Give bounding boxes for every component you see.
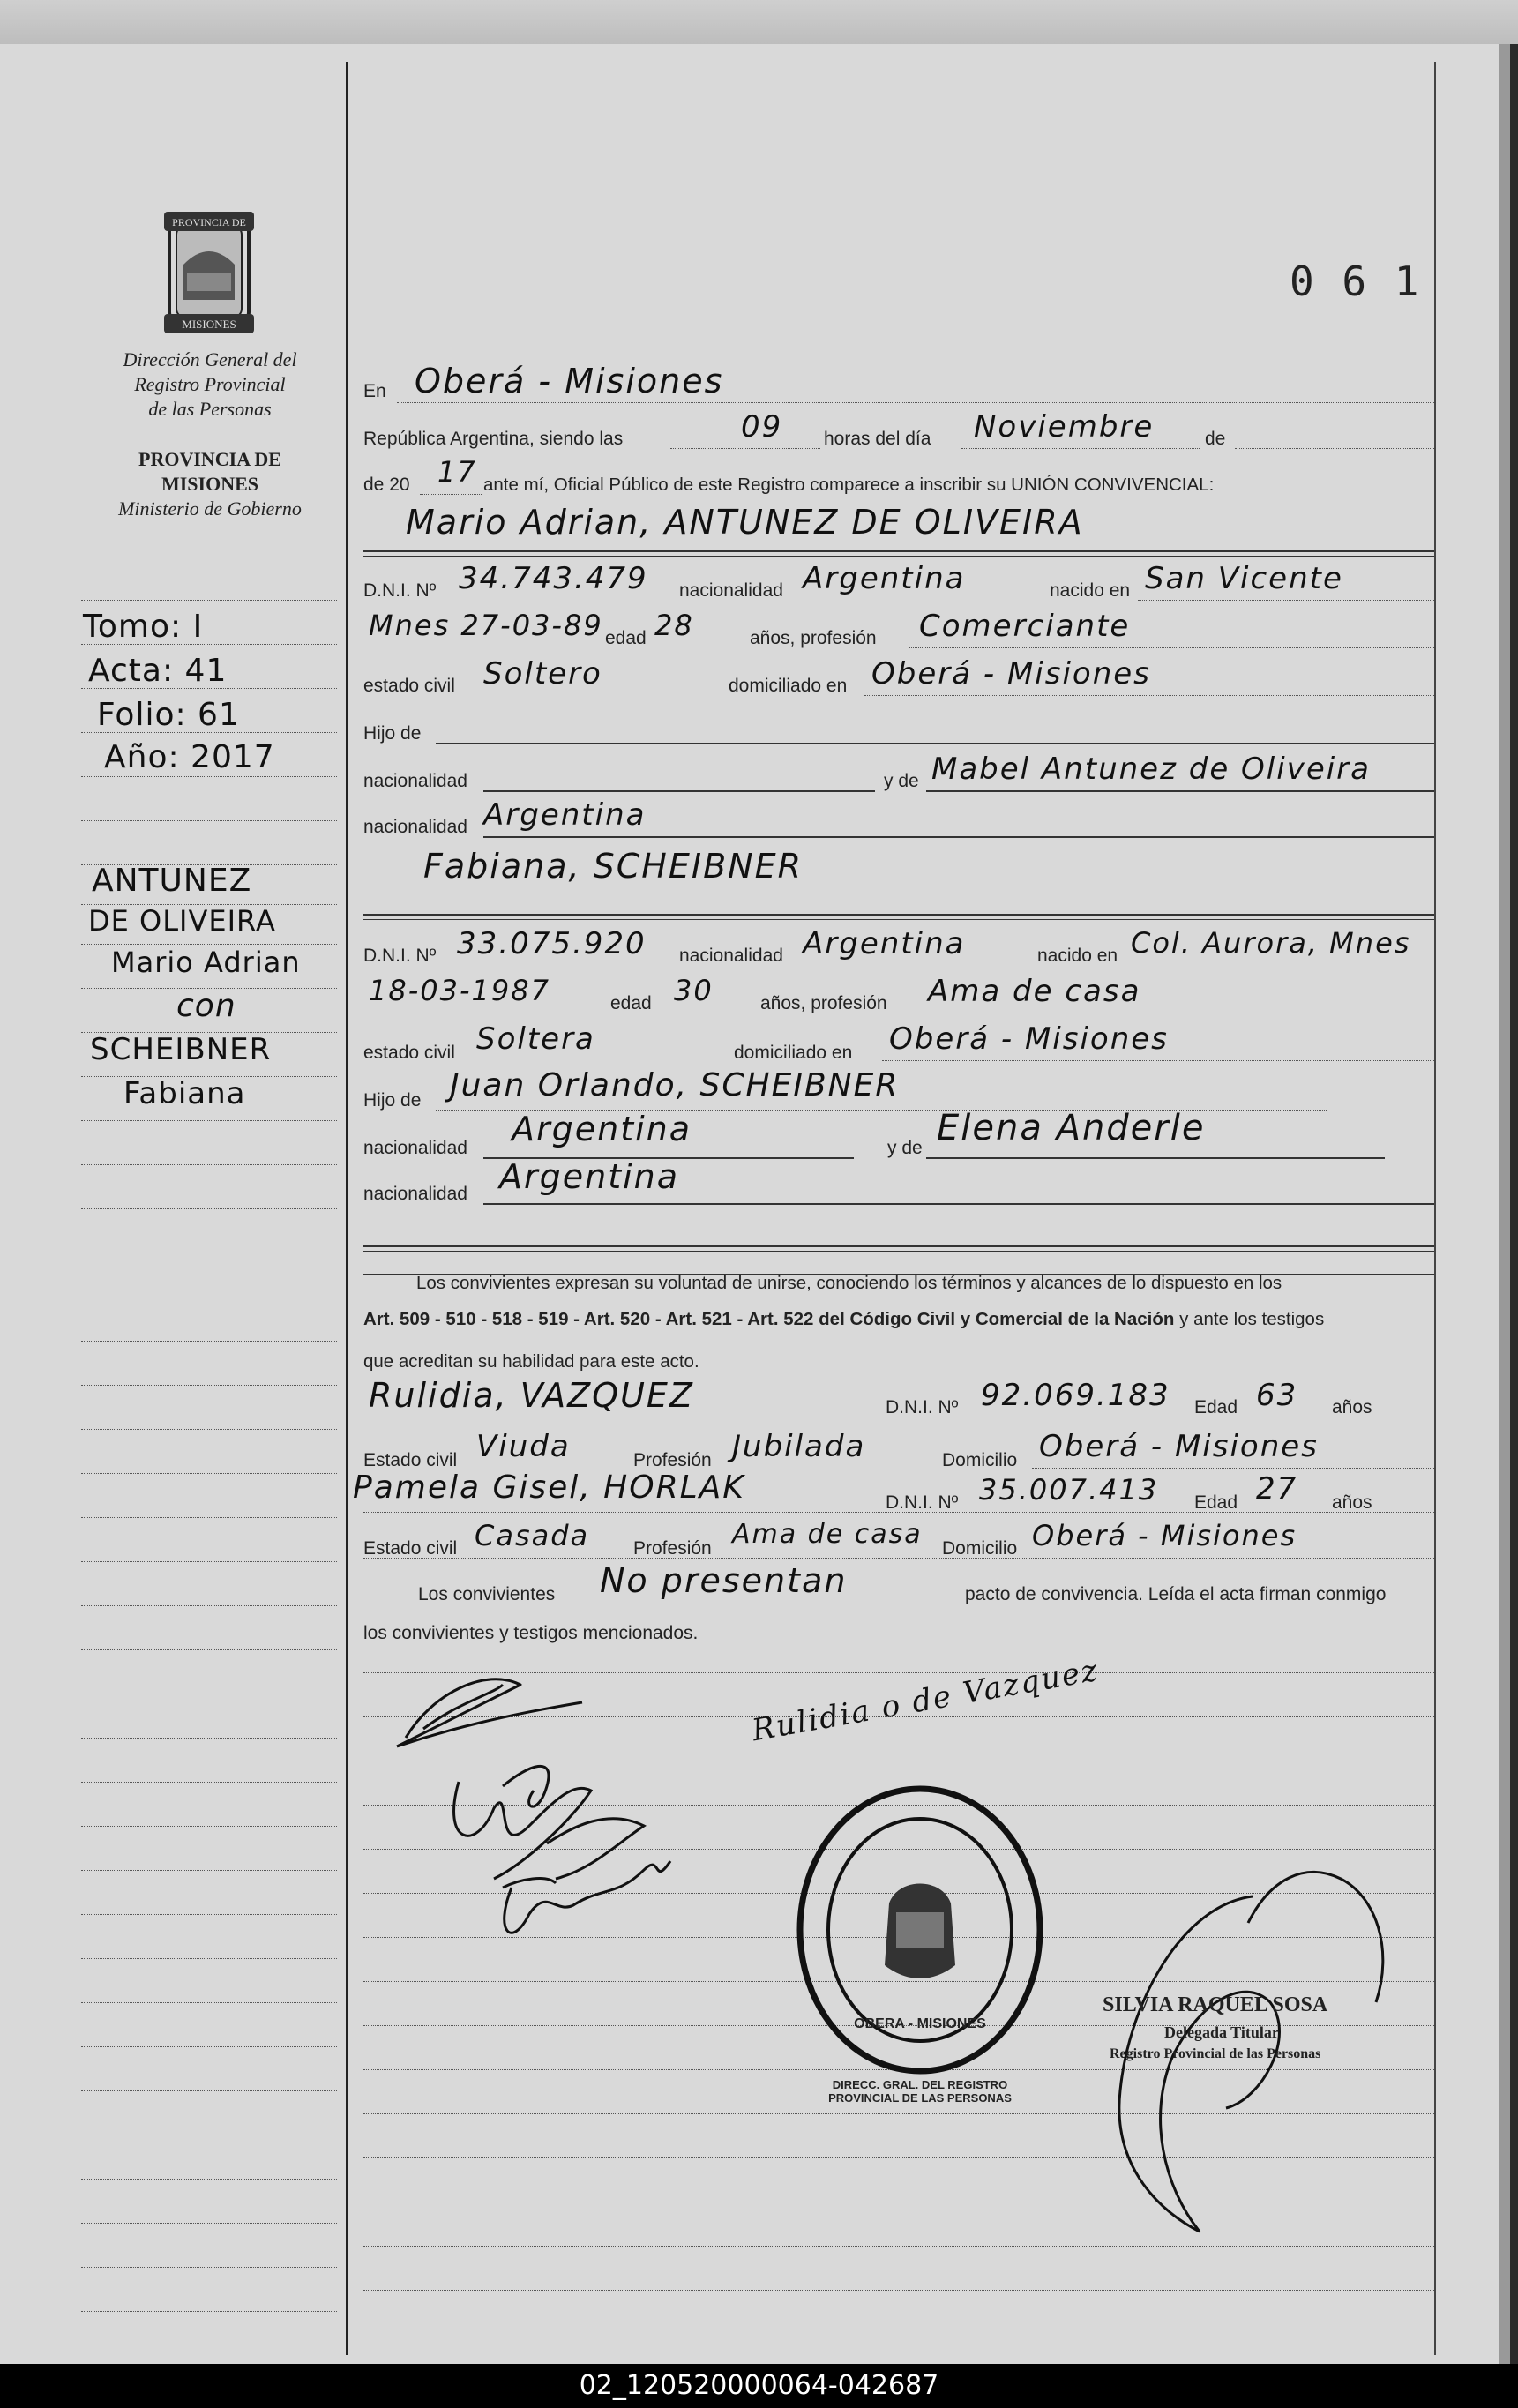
witness2-edad: 27 [1256, 1471, 1298, 1507]
horas-label: horas del día [824, 429, 931, 449]
person1-edad: 28 [654, 609, 694, 642]
person1-nac-padre-label: nacionalidad [363, 771, 467, 791]
province-coat-of-arms-logo [152, 212, 266, 335]
margin-name-3: Mario Adrian [111, 946, 301, 979]
signatures-drawing [379, 1632, 803, 1985]
witness2-profesion-label: Profesión [633, 1538, 712, 1559]
place-value: Oberá - Misiones [415, 362, 724, 400]
witness1-domicilio: Oberá - Misiones [1039, 1429, 1319, 1464]
person1-profesion: Comerciante [919, 609, 1131, 644]
person1-nacido-cont: Mnes 27-03-89 [369, 609, 603, 642]
person1-domicilio-label: domiciliado en [729, 676, 848, 696]
witness1-profesion: Jubilada [732, 1429, 866, 1464]
closing-rest: pacto de convivencia. Leída el acta firman conmigo [965, 1584, 1387, 1604]
person2-domicilio-label: domiciliado en [734, 1043, 853, 1063]
margin-acta: Acta: 41 [88, 653, 228, 689]
closing-line-2: los convivientes y testigos mencionados. [363, 1623, 699, 1643]
province-title-2: MISIONES [161, 473, 259, 495]
seal-text: DIRECC. GRAL. DEL REGISTRO PROVINCIAL DE LAS PERSONAS [828, 2078, 1012, 2105]
person2-edad: 30 [674, 974, 714, 1007]
margin-folio: Folio: 61 [97, 697, 240, 733]
margin-name-2: DE OLIVEIRA [88, 904, 276, 938]
witness1-edad: 63 [1256, 1378, 1298, 1413]
person2-name: Fabiana, SCHEIBNER [423, 847, 803, 886]
closing-label: Los convivientes [418, 1584, 556, 1604]
person2-nacido-cont: 18-03-1987 [369, 974, 550, 1007]
person1-yde-label: y de [884, 771, 919, 791]
witness2-edad-label: Edad [1194, 1492, 1238, 1513]
person2-dni: 33.075.920 [457, 926, 647, 961]
witness1-dni-label: D.N.I. Nº [886, 1397, 959, 1417]
province-title-1: PROVINCIA DE [138, 448, 281, 470]
registry-seal-stamp [792, 1780, 1048, 2080]
witness2-estado-label: Estado civil [363, 1538, 458, 1559]
witness2-anios-label: años [1332, 1492, 1372, 1513]
person2-nac-madre-label: nacionalidad [363, 1184, 467, 1204]
person1-nacionalidad-label: nacionalidad [679, 580, 783, 601]
anio-value: 17 [437, 455, 477, 489]
witness1-name: Rulidia, VAZQUEZ [369, 1376, 694, 1415]
page-number: 0 6 1 [1290, 258, 1421, 305]
person2-nac-madre: Argentina [499, 1157, 680, 1196]
witness1-domicilio-label: Domicilio [942, 1450, 1018, 1470]
declaration-line-3: que acreditan su habilidad para este acto. [363, 1351, 699, 1372]
person1-madre: Mabel Antunez de Oliveira [931, 752, 1371, 787]
person2-madre: Elena Anderle [937, 1108, 1206, 1148]
person1-nacido-label: nacido en [1050, 580, 1131, 601]
de-label: de [1205, 429, 1226, 449]
person1-nacionalidad: Argentina [803, 561, 966, 596]
declaration-line-2-rest: y ante los testigos [1174, 1309, 1325, 1329]
person1-nac-madre-label: nacionalidad [363, 817, 467, 837]
witness2-dni: 35.007.413 [979, 1473, 1159, 1507]
person1-dni: 34.743.479 [459, 561, 648, 596]
institution-line-2: Registro Provincial [134, 373, 286, 395]
seal-bottom-text: OBERA - MISIONES [854, 2016, 986, 2031]
margin-name-1: ANTUNEZ [92, 863, 252, 899]
person1-nac-madre: Argentina [483, 797, 647, 833]
person1-hijo-label: Hijo de [363, 723, 422, 744]
witness1-estado-label: Estado civil [363, 1450, 458, 1470]
person2-hijo: Juan Orlando, SCHEIBNER [450, 1067, 900, 1103]
margin-anio: Año: 2017 [104, 739, 275, 775]
person2-profesion: Ama de casa [928, 974, 1141, 1009]
margin-con: con [176, 988, 236, 1024]
republica-label: República Argentina, siendo las [363, 429, 624, 449]
margin-name-4: SCHEIBNER [90, 1032, 272, 1067]
institution-line-1: Dirección General del [123, 348, 297, 370]
document-page [0, 44, 1510, 2364]
margin-tomo: Tomo: I [83, 609, 204, 645]
person2-nacido-label: nacido en [1037, 946, 1118, 966]
person2-estado-label: estado civil [363, 1043, 455, 1063]
person1-anios-label: años, profesión [750, 628, 877, 648]
ante-label: ante mí, Oficial Público de este Registro comparece a inscribir su UNIÓN CONVIVENCIAL: [483, 475, 1215, 495]
witness2-profesion: Ama de casa [732, 1519, 923, 1550]
witness1-anios-label: años [1332, 1397, 1372, 1417]
hora-value: 09 [741, 409, 783, 445]
person2-edad-label: edad [610, 993, 652, 1013]
person1-domicilio: Oberá - Misiones [871, 656, 1151, 692]
person1-dni-label: D.N.I. Nº [363, 580, 437, 601]
declaration-line-2 [363, 1309, 1324, 1330]
declaration-line-1: Los convivientes expresan su voluntad de unirse, conociendo los términos y alcances de lo dispuesto en los [416, 1273, 1282, 1293]
person2-estado: Soltera [476, 1021, 595, 1057]
person2-nacionalidad-label: nacionalidad [679, 946, 783, 966]
file-id-footer [0, 2364, 1518, 2408]
witness1-edad-label: Edad [1194, 1397, 1238, 1417]
logo-bottom-text: MISIONES [182, 318, 236, 331]
margin-name-5: Fabiana [123, 1076, 246, 1111]
en-label: En [363, 381, 386, 401]
person1-estado-label: estado civil [363, 676, 455, 696]
official-org: Registro Provincial de las Personas [1110, 2046, 1321, 2061]
witness2-dni-label: D.N.I. Nº [886, 1492, 959, 1513]
logo-top-text: PROVINCIA DE [172, 216, 246, 228]
person2-nacionalidad: Argentina [803, 926, 966, 961]
witness2-name: Pamela Gisel, HORLAK [353, 1469, 745, 1506]
official-title: Delegada Titular [1164, 2023, 1279, 2041]
de20-label: de 20 [363, 475, 410, 495]
ministry-name: Ministerio de Gobierno [118, 497, 302, 520]
witness1-estado: Viuda [476, 1429, 571, 1464]
margin-divider [346, 62, 348, 2355]
person2-nac-padre-label: nacionalidad [363, 1138, 467, 1158]
person2-hijo-label: Hijo de [363, 1090, 422, 1111]
person1-nacido: San Vicente [1145, 561, 1343, 596]
closing-value: No presentan [600, 1561, 848, 1600]
witness1-dni: 92.069.183 [981, 1378, 1170, 1413]
right-margin-rule [1434, 62, 1436, 2355]
declaration-articles: Art. 509 - 510 - 518 - 519 - Art. 520 - Art. 521 - Art. 522 del Código Civil y Comercial de la Nación [363, 1309, 1175, 1329]
official-name: SILVIA RAQUEL SOSA [1103, 1993, 1328, 2016]
witness1-profesion-label: Profesión [633, 1450, 712, 1470]
person2-anios-label: años, profesión [760, 993, 887, 1013]
person2-dni-label: D.N.I. Nº [363, 946, 437, 966]
witness-signature: Rulidia o de Vazquez [749, 1652, 1102, 1749]
witness2-domicilio-label: Domicilio [942, 1538, 1018, 1559]
institution-line-3: de las Personas [148, 398, 272, 420]
file-id-text: 02_120520000064-042687 [579, 2370, 939, 2401]
person2-nacido: Col. Aurora, Mnes [1131, 926, 1411, 960]
dia-value: Noviembre [974, 409, 1155, 445]
person2-nac-padre: Argentina [512, 1110, 692, 1148]
person1-edad-label: edad [605, 628, 647, 648]
person2-domicilio: Oberá - Misiones [889, 1021, 1169, 1057]
witness2-domicilio: Oberá - Misiones [1032, 1519, 1297, 1552]
page-edge-shadow [1499, 44, 1510, 2364]
person1-estado: Soltero [483, 656, 602, 692]
page-top-strip [0, 0, 1518, 44]
person1-name: Mario Adrian, ANTUNEZ DE OLIVEIRA [406, 503, 1084, 542]
witness2-estado: Casada [475, 1519, 590, 1552]
person2-yde-label: y de [887, 1138, 923, 1158]
